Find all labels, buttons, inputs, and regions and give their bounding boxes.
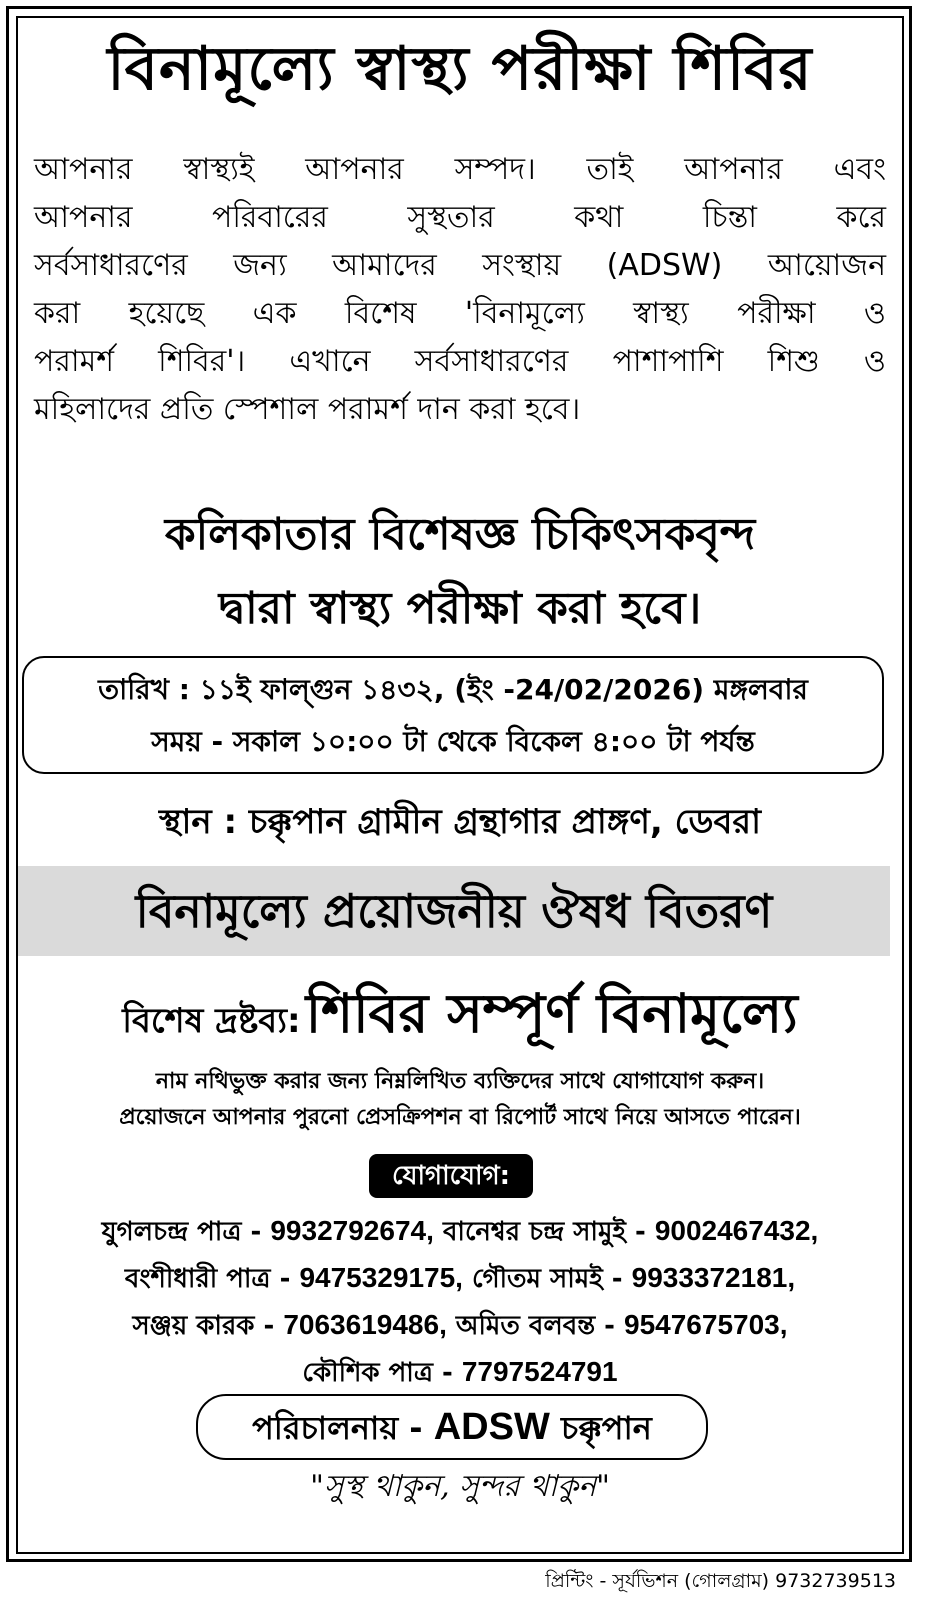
contact-name: বংশীধারী পাত্র - [124,1264,291,1294]
date-time-box [22,656,884,774]
intro-line: মহিলাদের প্রতি স্পেশাল পরামর্শ দান করা হবে। [34,392,581,427]
contact-phone: 7797524791 [461,1356,618,1387]
contact-row [16,1208,904,1255]
organizer-box [196,1394,708,1460]
date-line: তারিখ : ১১ই ফাল্গুন ১৪৩২, (ইং -24/02/2026) মঙ্গলবার [98,673,808,706]
enrollment-info [16,1064,904,1136]
contact-badge: যোগাযোগ: [369,1154,533,1198]
intro-paragraph [34,146,886,434]
organizer-prefix: পরিচালনায় - [252,1409,423,1447]
contact-row [16,1302,904,1349]
contact-phone: 7063619486, [283,1309,447,1340]
enroll-line-2: প্রয়োজনে আপনার পুরনো প্রেসক্রিপশন বা রিপোর্ট সাথে নিয়ে আসতে পারেন। [119,1105,801,1130]
poster-title: বিনামূল্যে স্বাস্থ্য পরীক্ষা শিবির [107,34,813,104]
contact-name: যুগলচন্দ্র পাত্র - [101,1217,262,1247]
contact-name: অমিত বলবন্ত - [455,1311,615,1341]
contact-row [16,1255,904,1302]
contact-phone: 9932792674, [270,1215,434,1246]
intro-line: আপনার পরিবারের সুস্থতার কথা চিন্তা করে [34,200,886,235]
organizer-abbr: ADSW [433,1406,550,1448]
doctors-line-2: দ্বারা স্বাস্থ্য পরীক্ষা করা হবে। [218,583,702,634]
medicine-banner-text: বিনামূল্যে প্রয়োজনীয় ঔষধ বিতরণ [135,884,773,938]
contact-list [16,1208,904,1396]
contact-name: গৌতম সামই - [472,1264,623,1294]
special-note-value: শিবির সম্পূর্ণ বিনামূল্যে [305,982,798,1045]
special-note-label: বিশেষ দ্রষ্টব্য: [122,1001,301,1041]
contact-phone: 9933372181, [631,1262,796,1293]
contact-name: কৌশিক পাত্র - [302,1358,453,1388]
time-line: সময় - সকাল ১০:০০ টা থেকে বিকেল ৪:০০ টা পর্যন্ত [151,725,755,758]
contact-phone: 9475329175, [299,1262,463,1293]
venue-line: স্থান : চক্কৃপান গ্রামীন গ্রন্থাগার প্রাঙ্গণ, ডেবরা [159,802,761,842]
contact-phone: 9002467432, [654,1215,819,1246]
intro-line: পরামর্শ শিবির'। এখানে সর্বসাধারণের পাশাপাশি শিশু ও [34,344,886,379]
contact-name: সঞ্জয় কারক - [132,1311,275,1341]
special-note [16,972,904,1062]
contact-phone: 9547675703, [624,1309,788,1340]
intro-line: করা হয়েছে এক বিশেষ 'বিনামূল্যে স্বাস্থ্য পরীক্ষা ও [34,296,886,331]
medicine-banner [18,866,890,956]
contact-name: বানেশ্বর চন্দ্র সামুই - [442,1217,646,1247]
printer-credit: প্রিন্টিং - সূর্যভিশন (গোলগ্রাম) 9732739513 [545,1570,896,1592]
organizer-place: চক্কৃপান [560,1409,652,1447]
intro-line: সর্বসাধারণের জন্য আমাদের সংস্থায় (ADSW) আয়োজন [34,248,886,283]
intro-line: আপনার স্বাস্থ্যই আপনার সম্পদ। তাই আপনার এবং [34,152,886,187]
enroll-line-1: নাম নথিভুক্ত করার জন্য নিম্নলিখিত ব্যক্তিদের সাথে যোগাযোগ করুন। [155,1069,765,1094]
slogan: "সুস্থ থাকুন, সুন্দর থাকুন" [310,1469,610,1504]
doctors-line-1: কলিকাতার বিশেষজ্ঞ চিকিৎসকবৃন্দ [164,509,756,560]
doctors-heading [16,498,904,646]
contact-row [16,1349,904,1396]
